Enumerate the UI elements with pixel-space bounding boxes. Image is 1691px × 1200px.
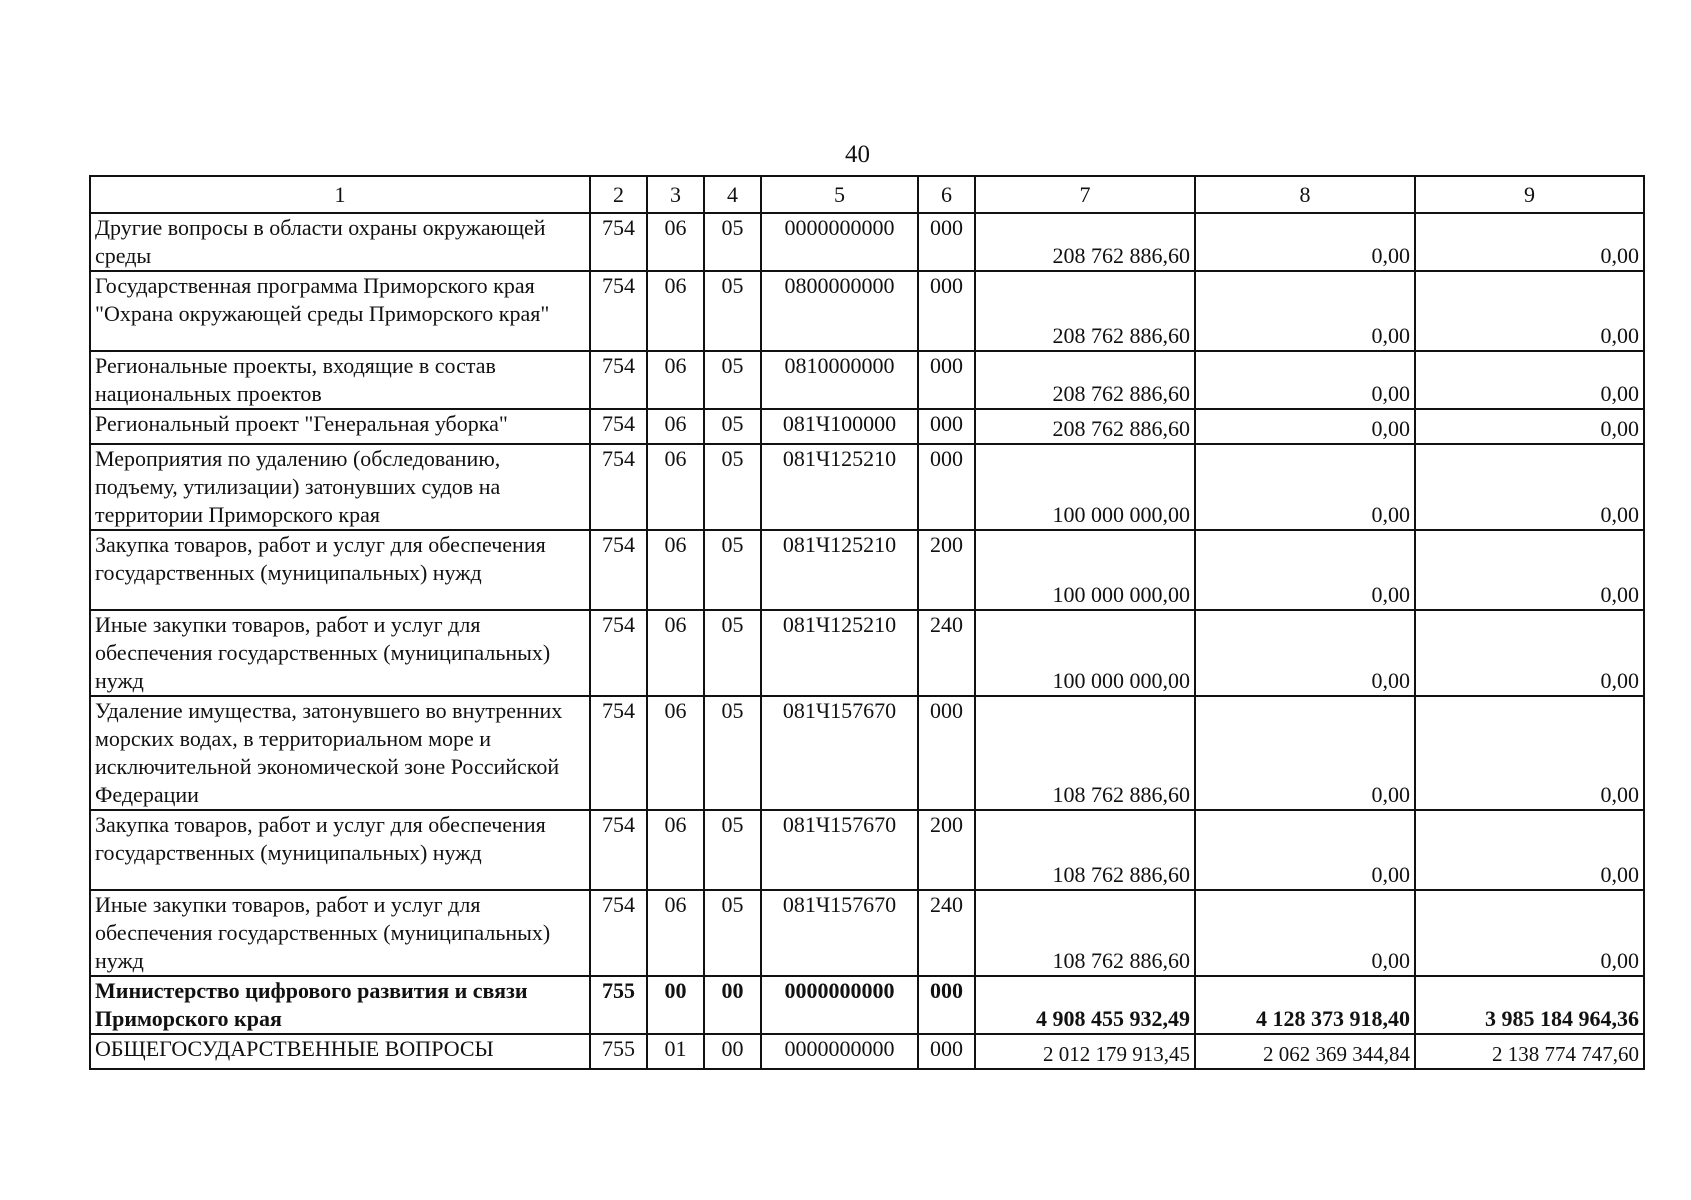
column-header: 7 <box>975 176 1195 213</box>
expense-type-code: 200 <box>918 810 975 890</box>
table-row <box>90 444 1644 530</box>
subsection-code: 05 <box>704 530 761 610</box>
admin-code: 755 <box>590 976 647 1034</box>
page-number: 40 <box>845 141 870 168</box>
amount-year-2: 0,00 <box>1195 409 1415 444</box>
expense-type-code: 000 <box>918 409 975 444</box>
row-label: Иные закупки товаров, работ и услуг для обеспечения государственных (муниципальных) нужд <box>90 890 590 976</box>
amount-year-2: 0,00 <box>1195 610 1415 696</box>
admin-code: 754 <box>590 890 647 976</box>
subsection-code: 05 <box>704 610 761 696</box>
admin-code: 754 <box>590 351 647 409</box>
table-row <box>90 610 1644 696</box>
target-article-code: 0000000000 <box>761 213 918 271</box>
section-code: 06 <box>647 409 704 444</box>
row-label: Закупка товаров, работ и услуг для обеспечения государственных (муниципальных) нужд <box>90 810 590 890</box>
table-row <box>90 976 1644 1034</box>
admin-code: 754 <box>590 271 647 351</box>
amount-year-1: 108 762 886,60 <box>975 696 1195 810</box>
amount-year-2: 0,00 <box>1195 890 1415 976</box>
amount-year-3: 3 985 184 964,36 <box>1415 976 1644 1034</box>
budget-table <box>89 175 1645 1070</box>
admin-code: 754 <box>590 213 647 271</box>
target-article-code: 0000000000 <box>761 976 918 1034</box>
amount-year-1: 208 762 886,60 <box>975 409 1195 444</box>
subsection-code: 05 <box>704 409 761 444</box>
table-row <box>90 810 1644 890</box>
section-code: 06 <box>647 213 704 271</box>
row-label: Министерство цифрового развития и связи Приморского края <box>90 976 590 1034</box>
subsection-code: 05 <box>704 890 761 976</box>
column-header: 1 <box>90 176 590 213</box>
amount-year-2: 0,00 <box>1195 810 1415 890</box>
amount-year-2: 0,00 <box>1195 530 1415 610</box>
table-row <box>90 271 1644 351</box>
amount-year-1: 208 762 886,60 <box>975 213 1195 271</box>
row-label: Государственная программа Приморского края "Охрана окружающей среды Приморского края" <box>90 271 590 351</box>
amount-year-3: 0,00 <box>1415 530 1644 610</box>
subsection-code: 05 <box>704 696 761 810</box>
amount-year-2: 2 062 369 344,84 <box>1195 1034 1415 1069</box>
row-label: ОБЩЕГОСУДАРСТВЕННЫЕ ВОПРОСЫ <box>90 1034 590 1069</box>
target-article-code: 081Ч157670 <box>761 696 918 810</box>
table-row <box>90 890 1644 976</box>
subsection-code: 00 <box>704 976 761 1034</box>
target-article-code: 081Ч100000 <box>761 409 918 444</box>
subsection-code: 00 <box>704 1034 761 1069</box>
target-article-code: 081Ч157670 <box>761 810 918 890</box>
section-code: 06 <box>647 696 704 810</box>
amount-year-3: 0,00 <box>1415 890 1644 976</box>
amount-year-3: 0,00 <box>1415 351 1644 409</box>
table-row <box>90 213 1644 271</box>
subsection-code: 05 <box>704 351 761 409</box>
target-article-code: 081Ч157670 <box>761 890 918 976</box>
section-code: 06 <box>647 810 704 890</box>
column-header: 5 <box>761 176 918 213</box>
section-code: 01 <box>647 1034 704 1069</box>
amount-year-2: 0,00 <box>1195 351 1415 409</box>
amount-year-2: 0,00 <box>1195 271 1415 351</box>
amount-year-2: 0,00 <box>1195 213 1415 271</box>
target-article-code: 081Ч125210 <box>761 530 918 610</box>
amount-year-3: 2 138 774 747,60 <box>1415 1034 1644 1069</box>
admin-code: 754 <box>590 610 647 696</box>
column-header: 8 <box>1195 176 1415 213</box>
section-code: 06 <box>647 444 704 530</box>
amount-year-3: 0,00 <box>1415 271 1644 351</box>
expense-type-code: 240 <box>918 610 975 696</box>
amount-year-2: 4 128 373 918,40 <box>1195 976 1415 1034</box>
target-article-code: 0000000000 <box>761 1034 918 1069</box>
amount-year-1: 100 000 000,00 <box>975 530 1195 610</box>
row-label: Удаление имущества, затонувшего во внутренних морских водах, в территориальном море и исключительной экономической зоне Российской Федерации <box>90 696 590 810</box>
admin-code: 754 <box>590 530 647 610</box>
expense-type-code: 000 <box>918 213 975 271</box>
admin-code: 754 <box>590 696 647 810</box>
table-row <box>90 696 1644 810</box>
admin-code: 755 <box>590 1034 647 1069</box>
section-code: 06 <box>647 530 704 610</box>
expense-type-code: 000 <box>918 444 975 530</box>
target-article-code: 0810000000 <box>761 351 918 409</box>
row-label: Закупка товаров, работ и услуг для обеспечения государственных (муниципальных) нужд <box>90 530 590 610</box>
admin-code: 754 <box>590 810 647 890</box>
row-label: Другие вопросы в области охраны окружающей среды <box>90 213 590 271</box>
column-header: 4 <box>704 176 761 213</box>
expense-type-code: 200 <box>918 530 975 610</box>
column-header: 6 <box>918 176 975 213</box>
column-header: 2 <box>590 176 647 213</box>
expense-type-code: 000 <box>918 1034 975 1069</box>
section-code: 06 <box>647 271 704 351</box>
column-header-row <box>90 176 1644 213</box>
amount-year-3: 0,00 <box>1415 810 1644 890</box>
subsection-code: 05 <box>704 444 761 530</box>
amount-year-2: 0,00 <box>1195 696 1415 810</box>
row-label: Иные закупки товаров, работ и услуг для обеспечения государственных (муниципальных) нужд <box>90 610 590 696</box>
row-label: Региональные проекты, входящие в состав национальных проектов <box>90 351 590 409</box>
amount-year-1: 4 908 455 932,49 <box>975 976 1195 1034</box>
row-label: Региональный проект "Генеральная уборка" <box>90 409 590 444</box>
expense-type-code: 000 <box>918 351 975 409</box>
expense-type-code: 000 <box>918 271 975 351</box>
amount-year-3: 0,00 <box>1415 444 1644 530</box>
section-code: 06 <box>647 351 704 409</box>
amount-year-1: 2 012 179 913,45 <box>975 1034 1195 1069</box>
section-code: 06 <box>647 610 704 696</box>
amount-year-2: 0,00 <box>1195 444 1415 530</box>
target-article-code: 0800000000 <box>761 271 918 351</box>
column-header: 9 <box>1415 176 1644 213</box>
amount-year-1: 100 000 000,00 <box>975 610 1195 696</box>
budget-table-body <box>90 176 1644 1069</box>
table-row <box>90 351 1644 409</box>
amount-year-3: 0,00 <box>1415 213 1644 271</box>
admin-code: 754 <box>590 409 647 444</box>
amount-year-3: 0,00 <box>1415 610 1644 696</box>
amount-year-1: 208 762 886,60 <box>975 351 1195 409</box>
expense-type-code: 240 <box>918 890 975 976</box>
column-header: 3 <box>647 176 704 213</box>
amount-year-1: 100 000 000,00 <box>975 444 1195 530</box>
target-article-code: 081Ч125210 <box>761 610 918 696</box>
amount-year-1: 108 762 886,60 <box>975 810 1195 890</box>
section-code: 00 <box>647 976 704 1034</box>
subsection-code: 05 <box>704 271 761 351</box>
amount-year-1: 208 762 886,60 <box>975 271 1195 351</box>
table-row <box>90 409 1644 444</box>
target-article-code: 081Ч125210 <box>761 444 918 530</box>
row-label: Мероприятия по удалению (обследованию, подъему, утилизации) затонувших судов на территории Приморского края <box>90 444 590 530</box>
admin-code: 754 <box>590 444 647 530</box>
amount-year-3: 0,00 <box>1415 696 1644 810</box>
amount-year-1: 108 762 886,60 <box>975 890 1195 976</box>
amount-year-3: 0,00 <box>1415 409 1644 444</box>
subsection-code: 05 <box>704 810 761 890</box>
expense-type-code: 000 <box>918 696 975 810</box>
table-row <box>90 1034 1644 1069</box>
section-code: 06 <box>647 890 704 976</box>
table-row <box>90 530 1644 610</box>
expense-type-code: 000 <box>918 976 975 1034</box>
subsection-code: 05 <box>704 213 761 271</box>
